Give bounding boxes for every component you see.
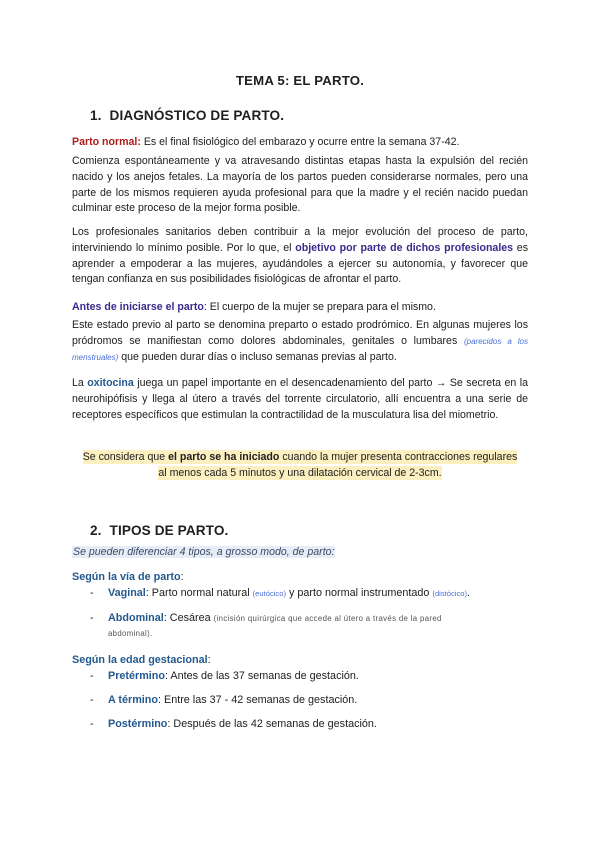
edad-gestacional-colon: : <box>207 654 211 666</box>
postermino-content <box>108 717 377 732</box>
profesionales-text-b: es aprender a empoderar a las mujeres, ayudándoles a ejercer su autonomía, y favorecer que tengan confianza en sus posibilidades fisiológicas de afrontar el parto. <box>72 241 528 286</box>
paragraph-comienza: Comienza espontáneamente y va atravesando distintas etapas hasta la expulsión del recién nacido y los anejos fetales. La mayoría de los partos pueden considerarse normales, pero una parte de los mismos requieren ayuda profesional para que la madre y el recién nacido puedan culminar este proceso de la mejor forma posible. <box>72 155 528 215</box>
postermino-term: Postérmino <box>108 718 168 730</box>
objetivo-highlight: objetivo por parte de dichos profesionales <box>295 241 514 254</box>
highlight-bold: el parto se ha iniciado <box>168 451 280 463</box>
parto-normal-text: Es el final fisiológico del embarazo y ocurre entre la semana 37-42. <box>140 136 460 148</box>
bullet-dash: - <box>90 612 94 624</box>
bullet-dash: - <box>90 694 94 706</box>
tipos-intro: Se pueden diferenciar 4 tipos, a grosso modo, de parto: <box>73 546 335 558</box>
vaginal-text-b: y parto normal instrumentado <box>285 587 433 599</box>
highlight-line-1 <box>83 450 518 464</box>
paragraph-profesionales <box>72 225 528 288</box>
paragraph-parto-normal <box>72 135 528 151</box>
eutocico-note: (eutócico) <box>252 589 286 598</box>
preparto-note: (parecidos a los menstruales) <box>72 336 528 362</box>
a-termino-term: A término <box>108 694 158 706</box>
antes-parto-label: Antes de iniciarse el parto <box>72 301 204 313</box>
pretermino-content <box>108 669 359 684</box>
section-2-heading <box>90 523 228 538</box>
parto-iniciado-highlight <box>72 449 528 481</box>
vaginal-content <box>108 586 470 601</box>
paragraph-antes-parto <box>72 300 528 316</box>
preparto-text-b: que pueden durar días o incluso semanas previas al parto. <box>118 350 397 363</box>
oxitocina-term: oxitocina <box>87 377 134 389</box>
vaginal-text-c: . <box>467 587 471 599</box>
group-edad-gestacional-label <box>72 654 211 666</box>
edad-gestacional-label-text: Según la edad gestacional <box>72 654 208 666</box>
abdominal-content-line2 <box>108 626 153 641</box>
distocico-note: (distócico) <box>432 589 468 598</box>
oxitocina-text-a: La <box>72 377 88 389</box>
section-1-number: 1. <box>90 108 102 123</box>
bullet-dash: - <box>90 587 94 599</box>
highlight-text-a: Se considera que <box>82 451 169 463</box>
via-parto-colon: : <box>180 571 184 583</box>
paragraph-oxitocina <box>72 376 528 423</box>
group-via-parto-label <box>72 571 184 583</box>
abdominal-term: Abdominal <box>108 612 164 624</box>
preparto-text-a: Este estado previo al parto se denomina preparto o estado prodrómico. En algunas mujeres los pródromos se manifiestan como dolores abdominales, genitales o lumbares <box>72 319 528 347</box>
pretermino-term: Pretérmino <box>108 670 165 682</box>
parto-normal-label: Parto normal: <box>72 136 141 148</box>
bullet-dash: - <box>90 670 94 682</box>
section-2-number: 2. <box>90 523 102 538</box>
highlight-line-2: al menos cada 5 minutos y una dilatación cervical de 2-3cm. <box>158 467 442 479</box>
oxitocina-text-b: juega un papel importante en el desencadenamiento del parto → Se secreta en la neurohipófisis y llega al útero a través del torrente circulatorio, allí encuentra a una serie de receptores específicos que estimulan la contractilidad de la musculatura lisa del miometrio. <box>72 377 528 421</box>
antes-parto-text: : El cuerpo de la mujer se prepara para el mismo. <box>203 301 436 313</box>
cesarea-note: (incisión quirúrgica que accede al útero a través de la pared <box>213 614 442 623</box>
via-parto-label-text: Según la vía de parto <box>72 571 181 583</box>
section-1-heading <box>90 108 284 123</box>
a-termino-content <box>108 693 357 708</box>
pretermino-text: : Antes de las 37 semanas de gestación. <box>165 670 359 682</box>
abdominal-text-a: : Cesárea <box>163 612 214 624</box>
highlight-text-b: cuando la mujer presenta contracciones regulares <box>279 451 518 463</box>
bullet-dash: - <box>90 718 94 730</box>
paragraph-preparto <box>72 318 528 365</box>
vaginal-text-a: : Parto normal natural <box>145 587 253 599</box>
document-title: TEMA 5: EL PARTO. <box>235 73 365 88</box>
section-2-title: TIPOS DE PARTO. <box>109 523 229 538</box>
cesarea-note-line2: abdominal). <box>108 629 153 638</box>
a-termino-text: : Entre las 37 - 42 semanas de gestación. <box>158 694 358 706</box>
vaginal-term: Vaginal <box>108 587 146 599</box>
abdominal-content <box>108 611 442 626</box>
section-1-title: DIAGNÓSTICO DE PARTO. <box>109 108 285 123</box>
profesionales-text-a: Los profesionales sanitarios deben contribuir a la mejor evolución del proceso de parto, interviniendo lo mínimo posible. Por lo que, el <box>72 226 528 254</box>
postermino-text: : Después de las 42 semanas de gestación. <box>167 718 377 730</box>
document-page <box>72 0 528 848</box>
